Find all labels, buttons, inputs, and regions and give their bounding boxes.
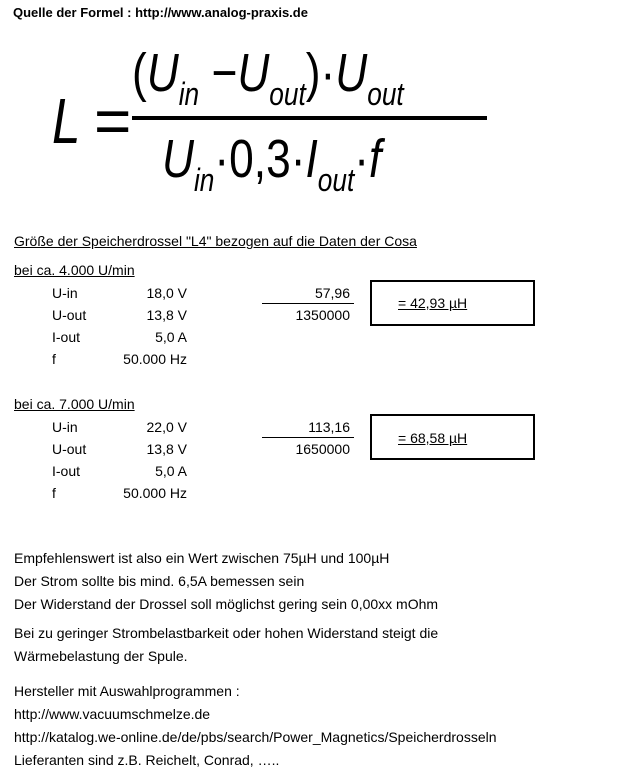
param-label: I-out: [52, 463, 81, 479]
note-manufacturers: Hersteller mit Auswahlprogrammen :: [14, 683, 240, 699]
note-suppliers: Lieferanten sind z.B. Reichelt, Conrad, …..: [14, 752, 280, 768]
param-label: f: [52, 485, 56, 501]
param-label: U-out: [52, 441, 87, 457]
fraction-denominator: 1650000: [295, 441, 350, 457]
source-line: Quelle der Formel : http://www.analog-praxis.de: [13, 5, 308, 20]
case-title: bei ca. 4.000 U/min: [14, 262, 135, 278]
note-heat-1: Bei zu geringer Strombelastbarkeit oder hohen Widerstand steigt die: [14, 625, 439, 641]
param-value: 13,8 V: [146, 307, 187, 323]
formula-denominator: $U_{in}\cdot 0,3\cdot I_{out}\cdot f$: [162, 129, 382, 198]
note-heat-2: Wärmebelastung der Spule.: [14, 648, 188, 664]
param-value: 50.000 Hz: [123, 351, 187, 367]
fraction-line: [262, 303, 354, 304]
param-value: 22,0 V: [146, 419, 187, 435]
fraction-line: [262, 437, 354, 438]
param-value: 5,0 A: [155, 463, 187, 479]
fraction-numerator: 57,96: [314, 285, 350, 301]
note-recommendation: Empfehlenswert ist also ein Wert zwischen 75µH und 100µH: [14, 550, 390, 566]
param-value: 13,8 V: [146, 441, 187, 457]
link-vacuumschmelze[interactable]: http://www.vacuumschmelze.de: [14, 706, 211, 722]
inductance-formula: [52, 42, 492, 202]
param-value: 18,0 V: [146, 285, 187, 301]
param-value: 50.000 Hz: [123, 485, 187, 501]
formula-lhs: L: [52, 85, 81, 157]
result-value: = 68,58 µH: [398, 430, 468, 446]
case-title: bei ca. 7.000 U/min: [14, 396, 135, 412]
formula-numerator: $(U_{in} -U_{out})\cdot U_{out}$: [132, 43, 404, 112]
formula-equals: =: [94, 85, 132, 157]
result-value: = 42,93 µH: [398, 295, 468, 311]
param-label: U-in: [52, 285, 78, 301]
note-current: Der Strom sollte bis mind. 6,5A bemessen sein: [14, 573, 305, 589]
param-label: U-out: [52, 307, 87, 323]
param-label: f: [52, 351, 56, 367]
param-label: U-in: [52, 419, 78, 435]
fraction-denominator: 1350000: [295, 307, 350, 323]
fraction-numerator: 113,16: [308, 419, 350, 435]
formula-fraction-bar: [132, 116, 487, 120]
param-value: 5,0 A: [155, 329, 187, 345]
section-heading: Größe der Speicherdrossel "L4" bezogen auf die Daten der Cosa: [14, 233, 417, 249]
link-we-online[interactable]: http://katalog.we-online.de/de/pbs/search/Power_Magnetics/Speicherdrosseln: [14, 729, 497, 745]
note-resistance: Der Widerstand der Drossel soll möglichst gering sein 0,00xx mOhm: [14, 596, 439, 612]
param-label: I-out: [52, 329, 81, 345]
